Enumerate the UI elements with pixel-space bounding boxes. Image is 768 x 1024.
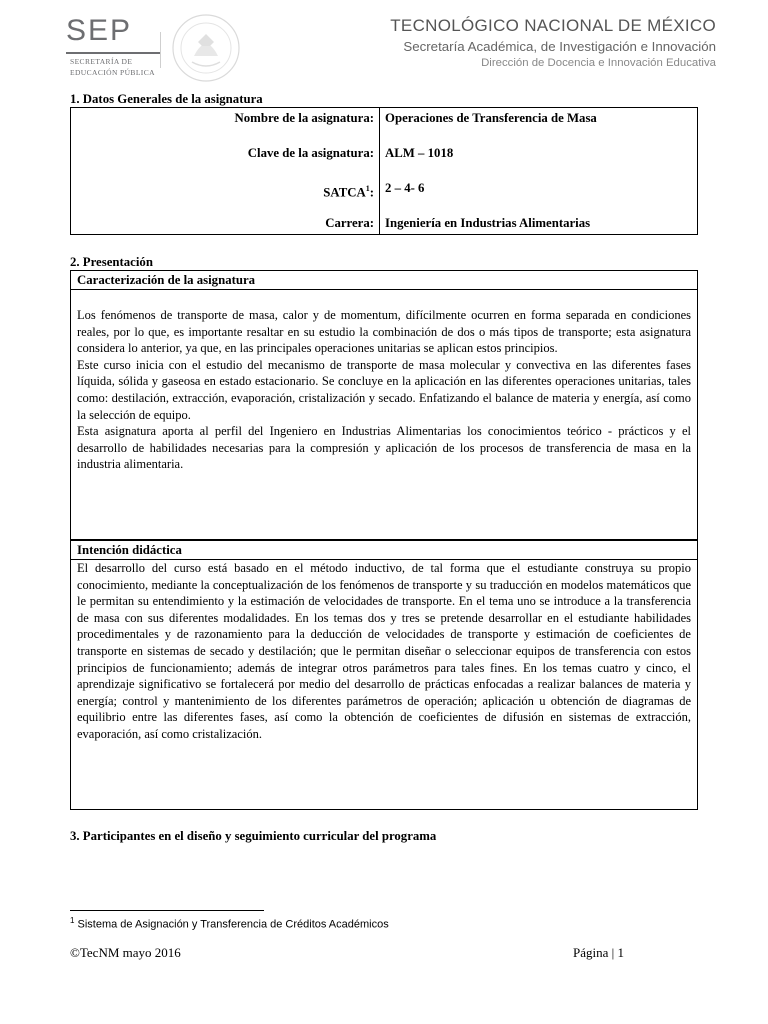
- intencion-body: [71, 560, 697, 743]
- paragraph: El desarrollo del curso está basado en el método inductivo, de tal forma que el estudiante construya su propio conocimiento, mediante la conceptualización de los fenómenos de transporte y su traducción en modelos matemáticos que le permitan su entendimiento y la estimación de velocidades de transporte. En el tema uno se introduce a la transferencia de masa con sus diferentes modalidades. En los temas dos y tres se pretende desarrollar en el estudiante habilidades procedimentales y de razonamiento para la deducción de velocidades de transporte y estimación de coeficientes de transporte en sistemas de secado y destilación; que le permitan diseñar o seleccionar equipos de transferencia con estos principios de funcionamiento; además de integrar otros parámetros para tales fines. En los temas cuatro y cinco, el aprendizaje significativo se fortalecerá por medio del desarrollo de prácticas enfocadas a realizar balances de materia y energía; control y mantenimiento de los diferentes parámetros de operación; aplicación u obtención de diagramas de equilibrio entre las diferentes fases, así como la obtención de coeficientes de difusión en sistemas de extracción, evaporación, así como cristalización.: [77, 561, 691, 741]
- page-header: [0, 0, 768, 90]
- paragraph: Este curso inicia con el estudio del mecanismo de transporte de masa molecular y convectiva en las diferentes fases líquida, sólida y gaseosa en estado estacionario. Se concluye en la aplicación en las diferentes operaciones unitarias, tales como: destilación, extracción, evaporación, cristalización y secado. Enfatizando el balance de materia y energía, así como la selección de equipo.: [77, 357, 691, 422]
- label-clave: Clave de la asignatura:: [247, 146, 374, 160]
- label-satca: SATCA$^1$:: [323, 184, 374, 200]
- secretariat-name: Secretaría Académica, de Investigación e Innovación: [403, 39, 716, 54]
- label-nombre: Nombre de la asignatura:: [234, 111, 374, 125]
- intencion-box: [70, 540, 698, 810]
- footnote: [70, 916, 389, 931]
- section1-title: 1. Datos Generales de la asignatura: [70, 92, 263, 106]
- labels-cell: [71, 108, 380, 235]
- sep-logo: [30, 14, 158, 78]
- section3-title: 3. Participantes en el diseño y seguimiento curricular del programa: [70, 829, 437, 843]
- page-number: Página | 1: [573, 945, 624, 960]
- paragraph: Esta asignatura aporta al perfil del Ingeniero en Industrias Alimentarias los conocimientos teórico - prácticos y el desarrollo de habilidades necesarias para la compresión y aplicación de los procesos de transferencia de masa en la industria alimentaria.: [77, 424, 691, 472]
- footnote-mark: 1: [70, 916, 75, 925]
- national-seal-icon: [170, 12, 242, 84]
- direction-name: Dirección de Docencia e Innovación Educativa: [481, 57, 716, 69]
- intencion-heading: Intención didáctica: [71, 541, 697, 560]
- footnote-ref: 1: [365, 184, 370, 193]
- values-cell: [380, 108, 698, 235]
- sep-rule: [66, 52, 161, 54]
- value-clave: ALM – 1018: [385, 146, 454, 160]
- sep-line1: SECRETARÍA DE: [70, 57, 133, 66]
- footnote-text: Sistema de Asignación y Transferencia de Créditos Académicos: [74, 918, 389, 931]
- caracterizacion-body: [71, 290, 697, 473]
- footnote-rule: [70, 910, 264, 911]
- institution-name: TECNOLÓGICO NACIONAL DE MÉXICO: [390, 16, 716, 35]
- value-satca: 2 – 4- 6: [385, 181, 425, 195]
- sep-acronym: SEP: [66, 14, 133, 47]
- caracterizacion-heading: Caracterización de la asignatura: [71, 271, 697, 290]
- value-nombre: Operaciones de Transferencia de Masa: [385, 111, 597, 125]
- paragraph: Los fenómenos de transporte de masa, calor y de momentum, difícilmente ocurren en forma separada en condiciones reales, por lo que, es importante resaltar en su estudio la combinación de dos o más tipos de transporte; esta asignatura considera lo anterior, ya que, en las principales operaciones unitarias se aplican estos principios.: [77, 308, 691, 356]
- caracterizacion-box: [70, 270, 698, 540]
- footer-copyright: ©TecNM mayo 2016: [70, 945, 181, 960]
- sep-line2: EDUCACIÓN PÚBLICA: [70, 68, 155, 77]
- general-data-table: [70, 107, 698, 235]
- header-divider: [160, 32, 161, 68]
- label-carrera: Carrera:: [325, 216, 374, 230]
- value-carrera: Ingeniería en Industrias Alimentarias: [385, 216, 591, 230]
- section2-title: 2. Presentación: [70, 255, 153, 269]
